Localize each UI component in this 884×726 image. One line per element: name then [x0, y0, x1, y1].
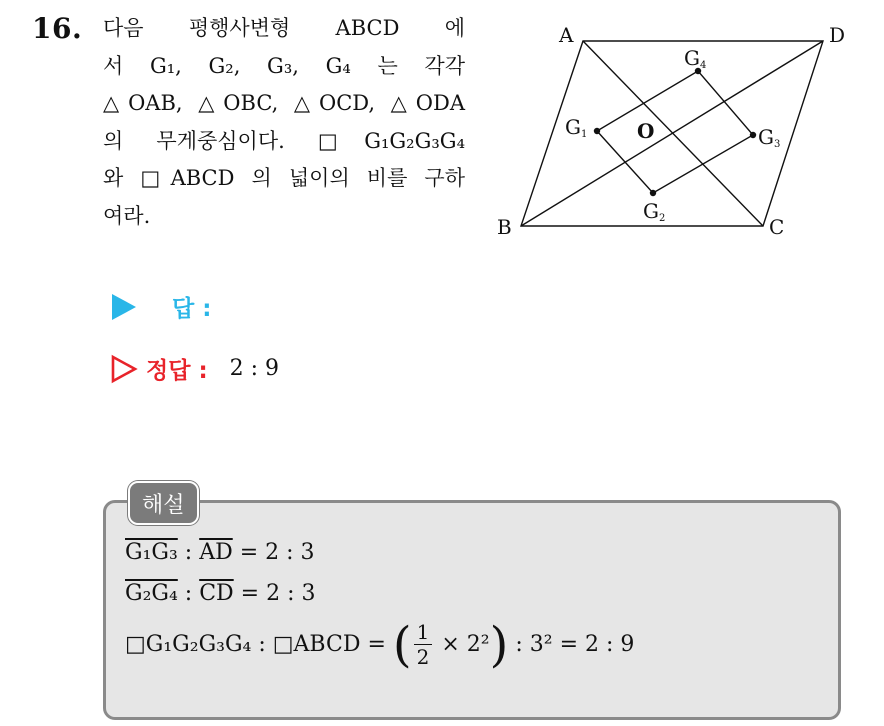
segment-ad: $\overline{AD}$	[199, 540, 233, 565]
label-g2-letter: G	[643, 199, 659, 223]
problem-statement	[103, 10, 465, 235]
problem-line: 서 G₁, G₂, G₃, G₄ 는 각각	[103, 53, 465, 78]
area-ratio-left: □G₁G₂G₃G₄ : □ABCD =	[125, 632, 393, 657]
problem-line: 와 □ABCD 의 넓이의 비를 구하	[103, 166, 465, 190]
correct-answer-value: 2 : 9	[229, 356, 280, 381]
solution-line-3	[125, 616, 635, 673]
label-g3	[758, 125, 780, 150]
solution-line-1	[125, 540, 315, 565]
label-g4-letter: G	[684, 46, 700, 70]
label-g2-sub: 2	[658, 213, 666, 224]
outline-arrow-icon	[110, 354, 138, 384]
label-g3-sub: 3	[773, 139, 781, 150]
point-g2	[650, 190, 656, 196]
correct-answer-row	[110, 352, 279, 385]
problem-line: 의 무게중심이다. □G₁G₂G₃G₄	[103, 128, 465, 153]
segment-cd: $\overline{CD}$	[199, 581, 234, 606]
problem-line: 여라.	[103, 203, 151, 228]
times-two-squared: × 2²	[434, 632, 490, 657]
point-g1	[594, 128, 600, 134]
solution-line-2	[125, 581, 316, 606]
label-a: A	[559, 23, 574, 47]
left-paren: (	[392, 616, 412, 673]
segment-g2g4: G₂G₄	[125, 581, 178, 606]
segment-g1g3: G₁G₃	[125, 540, 178, 565]
fraction-denominator: 2	[416, 645, 430, 669]
correct-answer-label: 정답 :	[146, 358, 208, 384]
label-g2	[643, 199, 665, 224]
play-arrow-icon	[110, 292, 138, 322]
problem-number: 16.	[32, 12, 83, 45]
solution-tag: 해설	[128, 481, 199, 525]
problem-line: △OAB, △OBC, △OCD, △ODA	[103, 91, 465, 115]
point-g3	[750, 132, 756, 138]
label-g1	[565, 115, 587, 140]
fraction-numerator: 1	[414, 620, 433, 645]
colon: :	[177, 540, 200, 565]
ratio: = 2 : 3	[233, 581, 316, 606]
ratio: = 2 : 3	[232, 540, 315, 565]
right-paren: )	[489, 616, 509, 673]
label-d: D	[829, 23, 846, 47]
label-o: O	[637, 119, 655, 143]
label-g1-sub: 1	[580, 129, 588, 140]
fraction-one-half	[414, 620, 433, 669]
label-g3-letter: G	[758, 125, 774, 149]
label-b: B	[497, 215, 512, 239]
problem-line: 다음 평행사변형 ABCD 에	[103, 16, 465, 40]
colon: :	[177, 581, 200, 606]
label-c: C	[769, 215, 785, 239]
solution-box	[103, 500, 841, 720]
answer-label: 답 :	[172, 296, 212, 322]
parallelogram-figure	[493, 20, 846, 245]
label-g4	[684, 46, 706, 71]
label-g4-sub: 4	[699, 60, 707, 71]
label-g1-letter: G	[565, 115, 581, 139]
answer-blank-row	[110, 290, 211, 323]
area-ratio-right: : 3² = 2 : 9	[508, 632, 635, 657]
